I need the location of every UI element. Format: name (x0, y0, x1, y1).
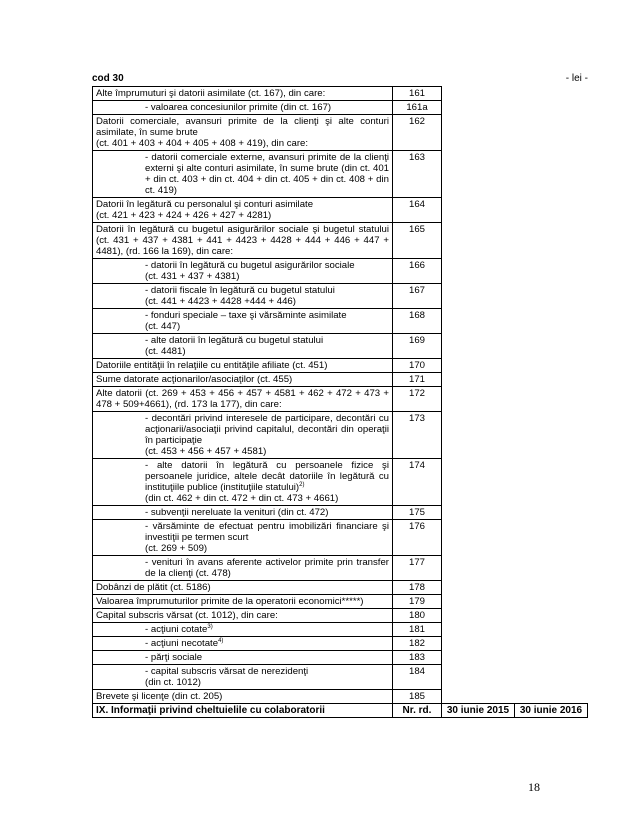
description-line: - acţiuni necotate$^{4)}$ (145, 637, 224, 649)
description-line: Datorii comerciale, avansuri primite de la clienţi şi alte conturi asimilate, în sume brute (96, 116, 389, 138)
blank-cell (515, 373, 588, 387)
blank-cell (515, 359, 588, 373)
blank-cell (442, 223, 515, 259)
blank-cell (515, 520, 588, 556)
blank-cell (442, 373, 515, 387)
table-row (93, 284, 588, 309)
description-line: (ct. 269 + 509) (145, 543, 208, 554)
row-number: 167 (393, 284, 442, 309)
table-row (93, 520, 588, 556)
description-line: (ct. 421 + 423 + 424 + 426 + 427 + 4281) (96, 210, 272, 221)
row-description (93, 506, 393, 520)
blank-cell (442, 651, 515, 665)
row-number: 177 (393, 556, 442, 581)
row-number: 172 (393, 387, 442, 412)
table-row (93, 101, 588, 115)
table-row (93, 334, 588, 359)
description-line: - părţi sociale (145, 652, 203, 663)
description-line: - subvenţii nereluate la venituri (din ct. 472) (145, 507, 329, 518)
description-line: (ct. 401 + 403 + 404 + 405 + 408 + 419), din care: (96, 138, 309, 149)
blank-cell (442, 690, 515, 704)
row-description (93, 690, 393, 704)
table-row (93, 373, 588, 387)
row-description (93, 387, 393, 412)
description-line: - datorii comerciale externe, avansuri primite de la clienţi externi şi alte conturi asimilate, în sume brute (din ct. 401 + din ct. 403 + din ct. 404 + din ct. 405 + din ct. 408 + din ct. 419) (145, 152, 389, 196)
description-line: - acţiuni cotate$^{3)}$ (145, 623, 213, 635)
blank-cell (442, 520, 515, 556)
description-line: - decontări privind interesele de participare, decontări cu acţionarii/asociaţii privind capitalul, decontări din operaţii în participaţie (145, 413, 389, 446)
blank-cell (442, 309, 515, 334)
row-description (93, 651, 393, 665)
table-row (93, 87, 588, 101)
row-number: 169 (393, 334, 442, 359)
blank-cell (442, 359, 515, 373)
section-ix-header-row (93, 704, 588, 718)
blank-cell (515, 101, 588, 115)
blank-cell (442, 151, 515, 198)
row-description (93, 87, 393, 101)
blank-cell (442, 115, 515, 151)
description-line: - alte datorii în legătură cu persoanele fizice şi persoanele juridice, altele decât datoriile în legătură cu instituţiile publice (instituţiile statului)$^{2)}$ (145, 460, 389, 493)
blank-cell (442, 609, 515, 623)
blank-cell (515, 412, 588, 459)
currency-unit: - lei - (565, 73, 588, 84)
row-number: 171 (393, 373, 442, 387)
row-number: 168 (393, 309, 442, 334)
blank-cell (442, 334, 515, 359)
row-description (93, 284, 393, 309)
blank-cell (515, 581, 588, 595)
row-number: 178 (393, 581, 442, 595)
blank-cell (515, 637, 588, 651)
blank-cell (515, 334, 588, 359)
row-description (93, 223, 393, 259)
table-row (93, 595, 588, 609)
blank-cell (442, 412, 515, 459)
row-number: 179 (393, 595, 442, 609)
footnote-ref: 2) (299, 481, 305, 488)
row-description (93, 581, 393, 595)
description-line: Alte datorii (ct. 269 + 453 + 456 + 457 + 4581 + 462 + 472 + 473 + 478 + 509+4661), (rd. 173 la 177), din care: (96, 388, 389, 410)
row-number: 175 (393, 506, 442, 520)
description-line: - capital subscris vărsat de nerezidenţi (145, 666, 309, 677)
table-row (93, 609, 588, 623)
table-row (93, 115, 588, 151)
description-line: - vărsăminte de efectuat pentru imobilizări financiare şi investiţii pe termen scurt (145, 521, 389, 543)
blank-cell (442, 556, 515, 581)
row-description (93, 665, 393, 690)
blank-cell (515, 459, 588, 506)
table-row (93, 223, 588, 259)
row-number: 170 (393, 359, 442, 373)
table-row (93, 637, 588, 651)
blank-cell (515, 595, 588, 609)
row-description (93, 115, 393, 151)
description-line: (din ct. 1012) (145, 677, 201, 688)
blank-cell (515, 284, 588, 309)
description-line: Brevete şi licenţe (din ct. 205) (96, 691, 223, 702)
row-number: 184 (393, 665, 442, 690)
description-line: Valoarea împrumuturilor primite de la operatorii economici*****) (96, 596, 364, 607)
blank-cell (442, 87, 515, 101)
description-line: Alte împrumuturi şi datorii asimilate (ct. 167), din care: (96, 88, 326, 99)
row-number: 162 (393, 115, 442, 151)
description-line: (ct. 4481) (145, 346, 186, 357)
blank-cell (442, 595, 515, 609)
table-row (93, 623, 588, 637)
row-description (93, 334, 393, 359)
table-row (93, 198, 588, 223)
blank-cell (442, 284, 515, 309)
row-number: 181 (393, 623, 442, 637)
row-description (93, 459, 393, 506)
table-row (93, 581, 588, 595)
blank-cell (515, 309, 588, 334)
blank-cell (442, 259, 515, 284)
row-description (93, 373, 393, 387)
row-description (93, 520, 393, 556)
row-number: 166 (393, 259, 442, 284)
blank-cell (515, 223, 588, 259)
description-line: Datorii în legătură cu bugetul asigurărilor sociale şi bugetul statului (ct. 431 + 437 + 4381 + 441 + 4423 + 4428 + 444 + 446 + 447 + 4481), (rd. 166 la 169), din care: (96, 224, 389, 257)
row-number: 174 (393, 459, 442, 506)
blank-cell (442, 637, 515, 651)
row-number: 161a (393, 101, 442, 115)
description-line: Datorii în legătură cu personalul şi conturi asimilate (96, 199, 314, 210)
page-number: 18 (528, 780, 540, 794)
blank-cell (442, 623, 515, 637)
table-row (93, 412, 588, 459)
row-description (93, 359, 393, 373)
row-number: 173 (393, 412, 442, 459)
description-line: Sume datorate acţionarilor/asociaţilor (ct. 455) (96, 374, 293, 385)
row-description (93, 556, 393, 581)
description-line: Dobânzi de plătit (ct. 5186) (96, 582, 211, 593)
description-line: - fonduri speciale – taxe şi vărsăminte asimilate (145, 310, 347, 321)
description-line: (din ct. 462 + din ct. 472 + din ct. 473 + 4661) (145, 493, 339, 504)
description-line: - datorii fiscale în legătură cu bugetul statului (145, 285, 335, 296)
blank-cell (442, 101, 515, 115)
description-line: - venituri în avans aferente activelor primite prin transfer de la clienţi (ct. 478) (145, 557, 389, 579)
blank-cell (442, 198, 515, 223)
table-row (93, 387, 588, 412)
row-number: 164 (393, 198, 442, 223)
blank-cell (515, 151, 588, 198)
row-description (93, 198, 393, 223)
blank-cell (515, 506, 588, 520)
description-line: (ct. 453 + 456 + 457 + 4581) (145, 446, 267, 457)
description-line: - alte datorii în legătură cu bugetul statului (145, 335, 324, 346)
row-description (93, 623, 393, 637)
description-line: (ct. 447) (145, 321, 181, 332)
blank-cell (442, 387, 515, 412)
description-line: - datorii în legătură cu bugetul asigurărilor sociale (145, 260, 355, 271)
row-description (93, 609, 393, 623)
row-number: 183 (393, 651, 442, 665)
row-description (93, 101, 393, 115)
row-number: 182 (393, 637, 442, 651)
description-line: Capital subscris vărsat (ct. 1012), din care: (96, 610, 278, 621)
table-row (93, 690, 588, 704)
table-row (93, 556, 588, 581)
description-line: (ct. 431 + 437 + 4381) (145, 271, 240, 282)
row-number: 161 (393, 87, 442, 101)
row-description (93, 259, 393, 284)
blank-cell (442, 581, 515, 595)
nr-rd-header: Nr. rd. (393, 704, 442, 718)
col-2016-header: 30 iunie 2016 (515, 704, 588, 718)
table-row (93, 309, 588, 334)
description-line: Datoriile entităţii în relaţiile cu entităţile afiliate (ct. 451) (96, 360, 328, 371)
row-description (93, 637, 393, 651)
form-code: cod 30 (92, 73, 124, 84)
row-number: 180 (393, 609, 442, 623)
row-description (93, 151, 393, 198)
blank-cell (515, 690, 588, 704)
blank-cell (515, 87, 588, 101)
col-2015-header: 30 iunie 2015 (442, 704, 515, 718)
description-line: (ct. 441 + 4423 + 4428 +444 + 446) (145, 296, 296, 307)
blank-cell (515, 259, 588, 284)
blank-cell (515, 115, 588, 151)
table-row (93, 459, 588, 506)
blank-cell (442, 459, 515, 506)
table-row (93, 506, 588, 520)
table-row (93, 359, 588, 373)
blank-cell (515, 198, 588, 223)
blank-cell (515, 665, 588, 690)
table-row (93, 151, 588, 198)
liabilities-table (92, 86, 588, 718)
blank-cell (442, 506, 515, 520)
blank-cell (515, 623, 588, 637)
row-description (93, 412, 393, 459)
blank-cell (515, 387, 588, 412)
description-line: - valoarea concesiunilor primite (din ct. 167) (145, 102, 332, 113)
row-number: 185 (393, 690, 442, 704)
row-number: 165 (393, 223, 442, 259)
row-number: 176 (393, 520, 442, 556)
row-description (93, 595, 393, 609)
table-row (93, 259, 588, 284)
row-number: 163 (393, 151, 442, 198)
blank-cell (515, 651, 588, 665)
footnote-ref: 3) (207, 623, 213, 630)
blank-cell (515, 556, 588, 581)
blank-cell (442, 665, 515, 690)
section-ix-title: IX. Informaţii privind cheltuielile cu colaboratorii (93, 704, 393, 718)
table-row (93, 665, 588, 690)
footnote-ref: 4) (218, 637, 224, 644)
blank-cell (515, 609, 588, 623)
table-row (93, 651, 588, 665)
form-header (92, 73, 588, 87)
row-description (93, 309, 393, 334)
